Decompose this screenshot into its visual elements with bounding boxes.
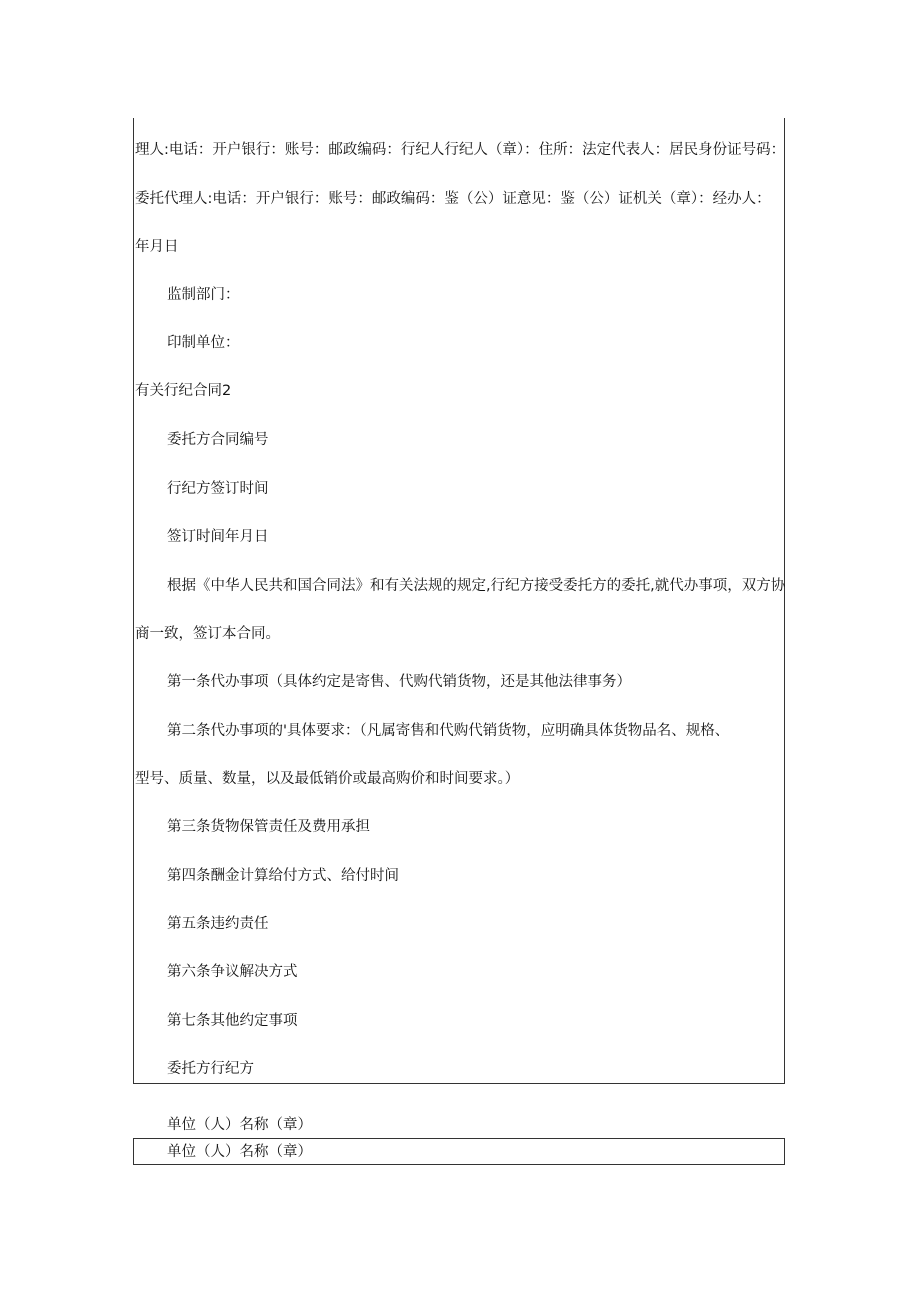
article-7: 第七条其他约定事项 <box>167 1013 298 1029</box>
article-2-line-2: 型号、质量、数量，以及最低销价或最高购价和时间要求。） <box>135 771 520 787</box>
preamble-line-1: 根据《中华人民共和国合同法》和有关法规的规定,行纪方接受委托方的委托,就代办事项，双方协 <box>167 578 786 594</box>
article-6: 第六条争议解决方式 <box>167 964 298 980</box>
supervisor-label: 监制部门： <box>167 287 240 303</box>
article-5: 第五条违约责任 <box>167 916 269 932</box>
article-3: 第三条货物保管责任及费用承担 <box>167 819 370 835</box>
printer-label: 印制单位： <box>167 335 240 351</box>
article-1: 第一条代办事项（具体约定是寄售、代购代销货物，还是其他法律事务） <box>167 674 631 690</box>
date-line: 年月日 <box>135 239 179 255</box>
contract-title: 有关行纪合同2 <box>135 383 232 399</box>
article-2-line-1: 第二条代办事项的'具体要求：（凡属寄售和代购代销货物，应明确具体货物品名、规格、 <box>167 723 730 739</box>
party-info-line-2: 委托代理人:电话：开户银行：账号：邮政编码：鉴（公）证意见：鉴（公）证机关（章）：经办人： <box>135 191 771 207</box>
client-contract-number: 委托方合同编号 <box>167 432 269 448</box>
contract-table-frame <box>133 118 785 1084</box>
article-4: 第四条酬金计算给付方式、给付时间 <box>167 868 399 884</box>
unit-name-label-1: 单位（人）名称（章） <box>167 1117 312 1133</box>
sign-time: 签订时间年月日 <box>167 529 269 545</box>
broker-sign-time: 行纪方签订时间 <box>167 481 269 497</box>
party-info-line-1: 理人:电话：开户银行：账号：邮政编码：行纪人行纪人（章）：住所：法定代表人：居民身份证号码： <box>135 142 786 158</box>
unit-name-label-2: 单位（人）名称（章） <box>167 1144 312 1160</box>
parties-label: 委托方行纪方 <box>167 1061 254 1077</box>
preamble-line-2: 商一致，签订本合同。 <box>135 626 280 642</box>
